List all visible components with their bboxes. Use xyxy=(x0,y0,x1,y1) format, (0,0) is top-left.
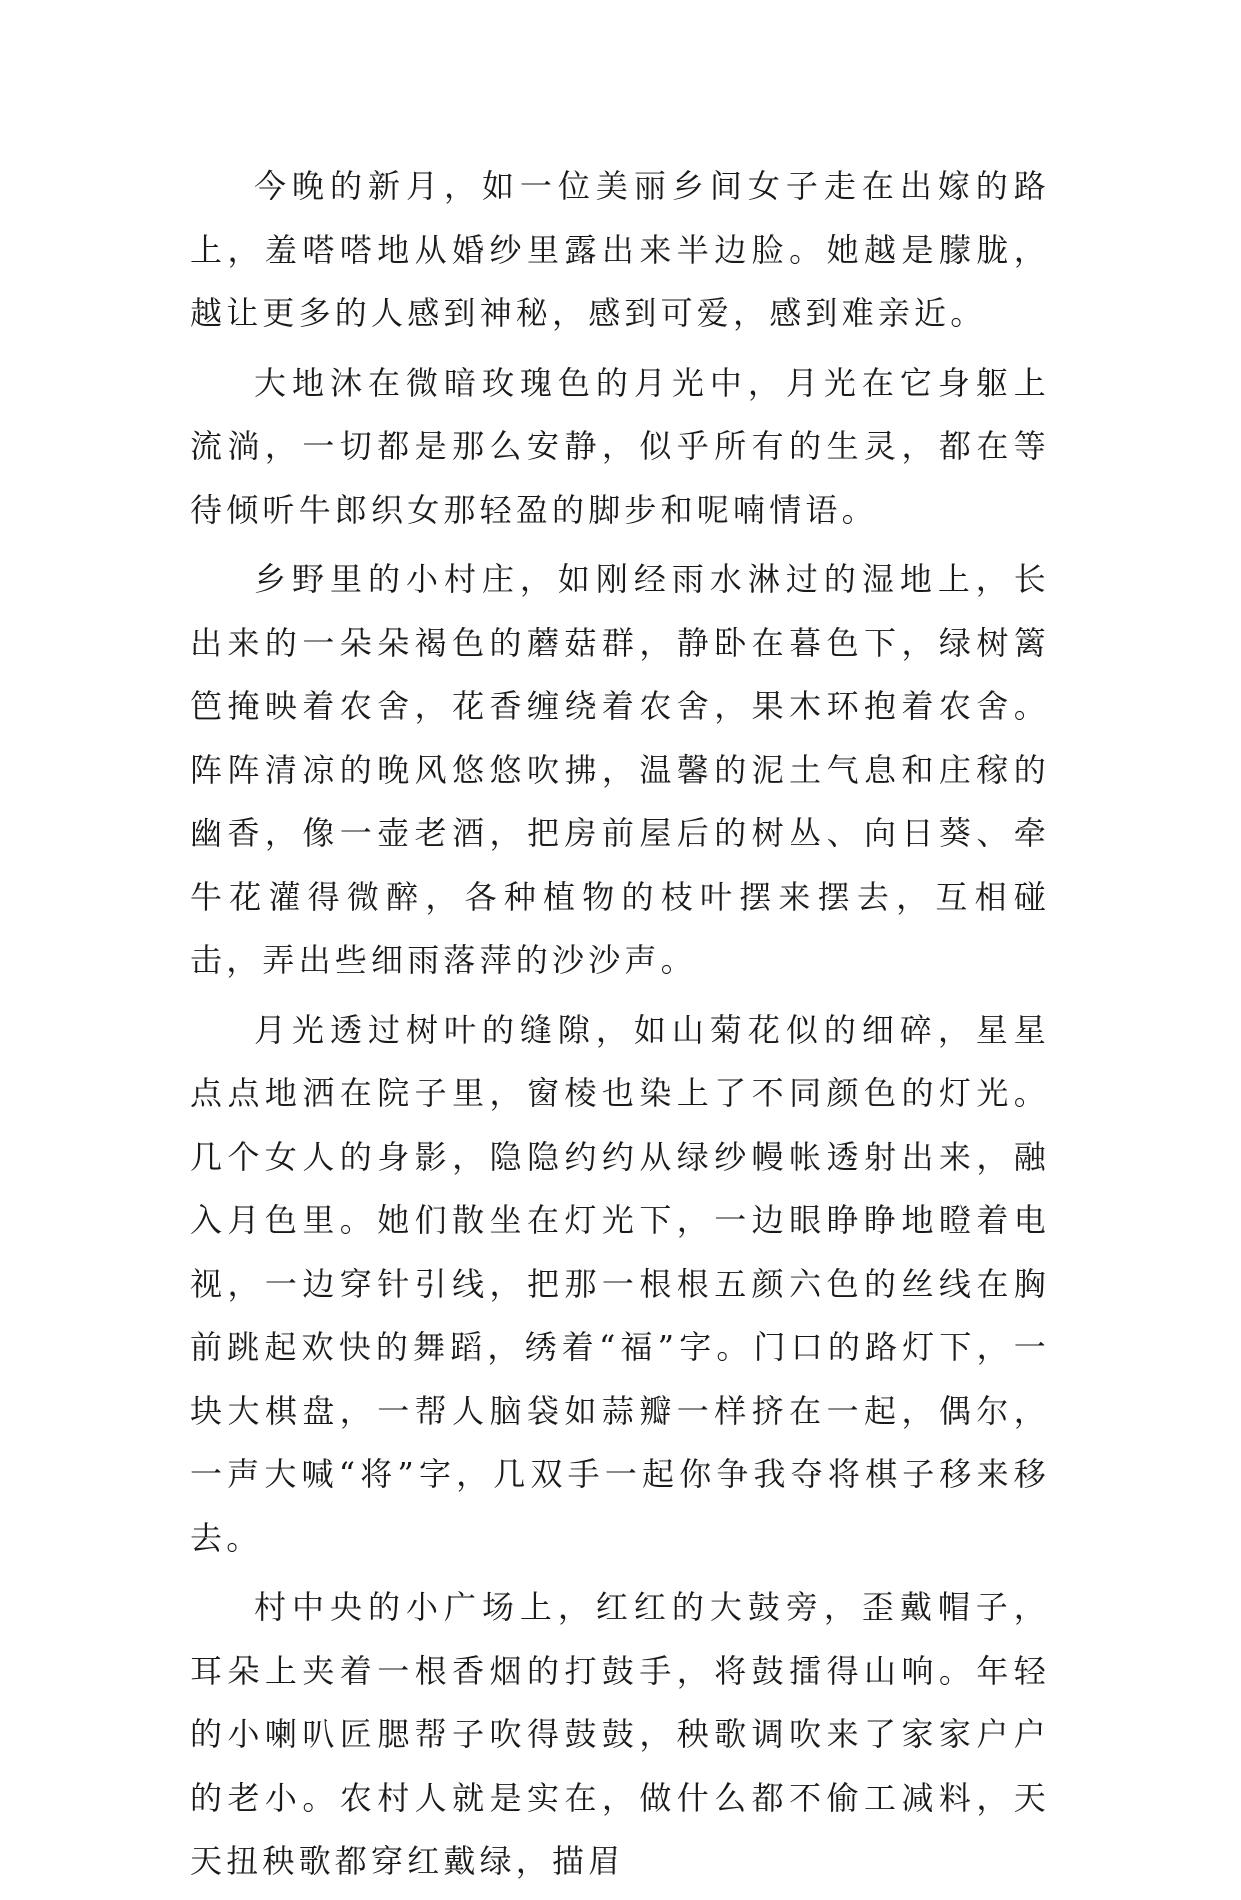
document-body xyxy=(190,155,1050,1900)
paragraph-2: 大地沐在微暗玫瑰色的月光中，月光在它身躯上流淌，一切都是那么安静，似乎所有的生灵，都在等待倾听牛郎织女那轻盈的脚步和呢喃情语。 xyxy=(190,363,1050,529)
paragraph-3: 乡野里的小村庄，如刚经雨水淋过的湿地上，长出来的一朵朵褐色的蘑菇群，静卧在暮色下，绿树篱笆掩映着农舍，花香缠绕着农舍，果木环抱着农舍。阵阵清凉的晚风悠悠吹拂，温馨的泥土气息和庄稼的幽香，像一壶老酒，把房前屋后的树丛、向日葵、牵牛花灌得微醉，各种植物的枝叶摆来摆去，互相碰击，弄出些细雨落萍的沙沙声。 xyxy=(190,560,1050,979)
paragraph-5: 村中央的小广场上，红红的大鼓旁，歪戴帽子，耳朵上夹着一根香烟的打鼓手，将鼓擂得山响。年轻的小喇叭匠腮帮子吹得鼓鼓，秧歌调吹来了家家户户的老小。农村人就是实在，做什么都不偷工减料，天天扭秧歌都穿红戴绿，描眉 xyxy=(190,1588,1050,1880)
paragraph-4: 月光透过树叶的缝隙，如山菊花似的细碎，星星点点地洒在院子里，窗棱也染上了不同颜色的灯光。几个女人的身影，隐隐约约从绿纱幔帐透射出来，融入月色里。她们散坐在灯光下，一边眼睁睁地瞪着电视，一边穿针引线，把那一根根五颜六色的丝线在胸前跳起欢快的舞蹈，绣着“福”字。门口的路灯下，一块大棋盘，一帮人脑袋如蒜瓣一样挤在一起，偶尔，一声大喊“将”字，几双手一起你争我夺将棋子移来移去。 xyxy=(190,1010,1050,1557)
paragraph-1: 今晚的新月，如一位美丽乡间女子走在出嫁的路上，羞嗒嗒地从婚纱里露出来半边脸。她越是朦胧，越让更多的人感到神秘，感到可爱，感到难亲近。 xyxy=(190,167,1050,332)
